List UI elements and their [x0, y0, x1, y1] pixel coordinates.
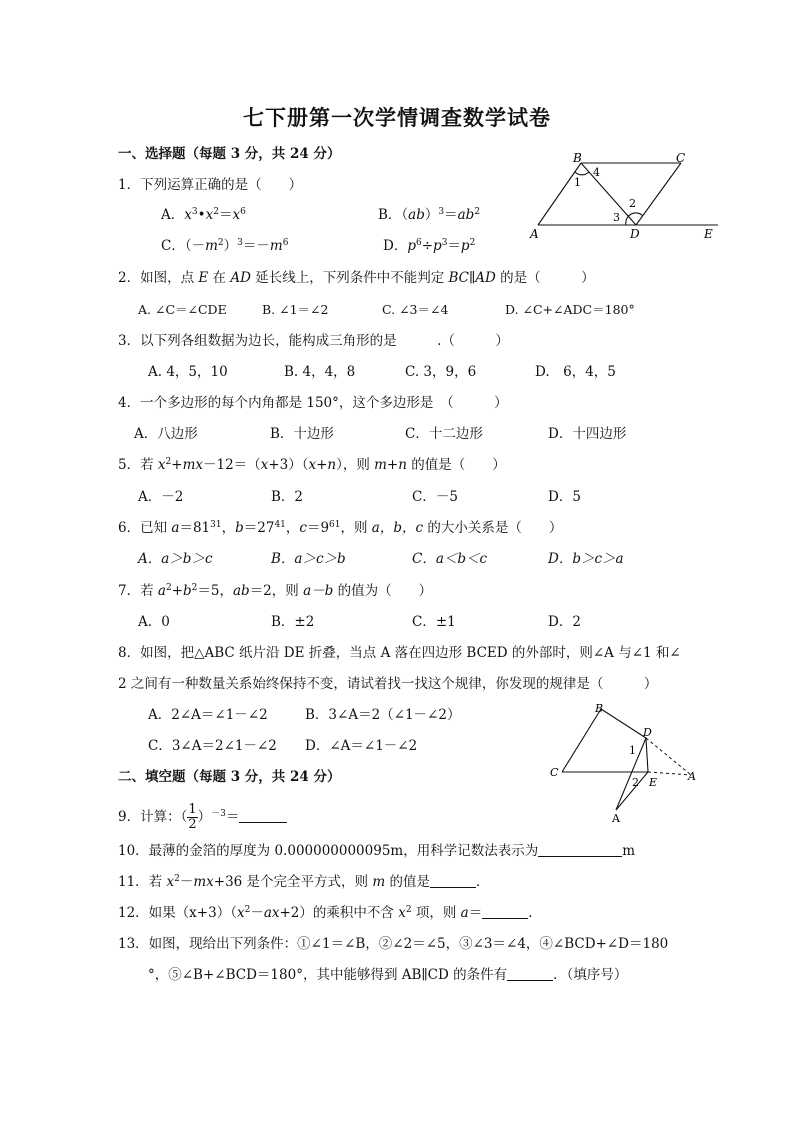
question-8-option-d: D．∠A＝∠1－∠2: [305, 738, 418, 754]
question-2-option-b: B. ∠1＝∠2: [262, 302, 329, 317]
question-3-option-a: A. 4，5，10: [148, 364, 228, 380]
question-1-option-a: A．$x^3•x^2=x^6$: [161, 207, 246, 223]
question-4-option-d: D．十四边形: [548, 426, 627, 442]
question-8-option-c: C．3∠A＝2∠1－∠2: [148, 738, 277, 754]
fig2-label-e: E: [649, 776, 658, 789]
question-5-stem: 5．若 $x^2+mx-12=(x+3)(x+n)$，则 m+n 的值是（ ）: [118, 457, 506, 473]
answer-blank-9[interactable]: [239, 809, 287, 823]
question-4-option-c: C．十二边形: [405, 426, 483, 442]
question-6-stem: 6．已知 $a=81^{31}$，$b=27^{41}$，$c=9^{61}$，则 a，b，c 的大小关系是（ ）: [118, 520, 563, 536]
fig2-angle-2: 2: [632, 776, 639, 789]
fraction-one-half: $\frac{1}{2}$: [188, 802, 197, 832]
question-5-option-d: D．5: [548, 489, 581, 505]
fig2-label-c: C: [550, 766, 559, 779]
question-13-stem-line1: 13．如图，现给出下列条件：①∠1＝∠B，②∠2＝∠5，③∠3＝∠4，④∠BCD+∠D＝180: [118, 936, 669, 952]
question-13-stem-line2: °，⑤∠B+∠BCD＝180°，其中能够得到 AB∥CD 的条件有 ．（填序号）: [148, 967, 628, 983]
question-11-stem: 11．若 $x^2-mx+36$ 是个完全平方式，则 m 的值是 ．: [118, 874, 490, 890]
question-6-option-b: B．a＞c＞b: [271, 551, 346, 567]
question-1-option-c: C．$(-m^2)^3=-m^6$: [161, 238, 289, 254]
question-1-option-b: B．$(ab)^3=ab^2$: [378, 207, 481, 223]
fig2-label-b: B: [595, 702, 604, 715]
question-1-stem: 1．下列运算正确的是（ ）: [118, 177, 303, 193]
fig1-label-c: C: [676, 151, 686, 165]
fig1-line-ab: [538, 163, 581, 225]
fig2-label-d: D: [643, 726, 652, 739]
figure-folded-triangle: [548, 700, 708, 830]
question-8-option-b: B．3∠A＝2（∠1－∠2）: [305, 707, 461, 723]
question-7-option-d: D．2: [548, 614, 581, 630]
question-10-stem: 10．最薄的金箔的厚度为 0.000000000095m，用科学记数法表示为 m: [118, 843, 636, 859]
fig1-label-b: B: [573, 151, 582, 165]
question-2-stem: 2．如图，点 E 在 AD 延长线上，下列条件中不能判定 BC∥AD 的是（ ）: [118, 270, 595, 286]
fig2-line-de: [646, 738, 648, 772]
question-4-option-a: A．八边形: [134, 426, 198, 442]
fig1-label-a: A: [530, 227, 539, 240]
section-heading-choice: 一、选择题（每题 3 分，共 24 分）: [118, 146, 341, 162]
fig2-line-bd: [601, 709, 646, 738]
question-1-option-d: D．$p^6\div p^3=p^2$: [383, 238, 476, 254]
answer-blank-10[interactable]: [538, 843, 622, 857]
question-12-stem: 12．如果$(x+3)(x^2-ax+2)$的乘积中不含 $x^2$ 项，则 a＝ ．: [118, 905, 542, 921]
question-6-option-c: C．a＜b＜c: [412, 551, 488, 567]
fig1-label-e: E: [704, 227, 713, 240]
fig1-angle-2: 2: [629, 197, 636, 210]
question-9-stem: 9．计算：（ $\frac{1}{2}$ ）$^{-3}$＝: [118, 800, 287, 834]
fig1-angle-3: 3: [613, 211, 620, 224]
question-8-stem-line1: 8．如图，把△ABC 纸片沿 DE 折叠，当点 A 落在四边形 BCED 的外部时，则∠A 与∠1 和∠: [118, 645, 681, 661]
question-2-option-c: C. ∠3＝∠4: [382, 302, 449, 317]
figure-parallelogram: [526, 150, 726, 240]
question-7-stem: 7．若 $a^2+b^2=5$，ab＝2，则 a－b 的值为（ ）: [118, 583, 433, 599]
fig1-arc-b: [575, 172, 589, 175]
question-6-option-d: D．b＞c＞a: [548, 551, 624, 567]
question-3-option-c: C. 3，9，6: [405, 364, 477, 380]
question-7-option-b: B．±2: [271, 614, 315, 630]
question-3-stem: 3．以下列各组数据为边长，能构成三角形的是 .（ ）: [118, 333, 509, 349]
answer-blank-12[interactable]: [482, 905, 528, 919]
fig1-angle-4: 4: [593, 166, 600, 179]
fig1-label-d: D: [630, 227, 640, 240]
question-7-option-a: A．0: [138, 614, 170, 630]
fig2-dash-da: [646, 738, 691, 775]
question-4-option-b: B．十边形: [270, 426, 334, 442]
question-3-option-d: D. 6，4，5: [535, 364, 616, 380]
question-2-option-a: A. ∠C＝∠CDE: [138, 302, 227, 317]
answer-blank-13[interactable]: [507, 967, 553, 981]
question-3-option-b: B. 4，4，8: [284, 364, 356, 380]
question-7-option-c: C．±1: [412, 614, 456, 630]
fig1-angle-1: 1: [574, 176, 581, 189]
question-4-stem: 4．一个多边形的每个内角都是 150°，这个多边形是 （ ）: [118, 395, 508, 411]
question-8-stem-line2: 2 之间有一种数量关系始终保持不变，请试着找一找这个规律，你发现的规律是（ ）: [118, 676, 658, 692]
fig2-angle-1: 1: [629, 744, 636, 757]
question-2-option-d: D. ∠C+∠ADC＝180°: [505, 302, 635, 317]
page-title: 七下册第一次学情调查数学试卷: [243, 105, 551, 130]
answer-blank-11[interactable]: [430, 874, 476, 888]
section-heading-fill: 二、填空题（每题 3 分，共 24 分）: [118, 769, 341, 785]
fig2-label-a-folded: A: [612, 812, 620, 825]
fig2-line-cb: [562, 709, 601, 772]
fig2-label-a-original: A: [688, 770, 696, 783]
question-6-option-a: A．a＞b＞c: [138, 551, 213, 567]
fig2-dash-ea: [648, 772, 691, 775]
question-5-option-c: C．－5: [412, 489, 458, 505]
question-5-option-b: B．2: [271, 489, 304, 505]
question-8-option-a: A．2∠A＝∠1－∠2: [148, 707, 268, 723]
question-5-option-a: A．－2: [138, 489, 184, 505]
